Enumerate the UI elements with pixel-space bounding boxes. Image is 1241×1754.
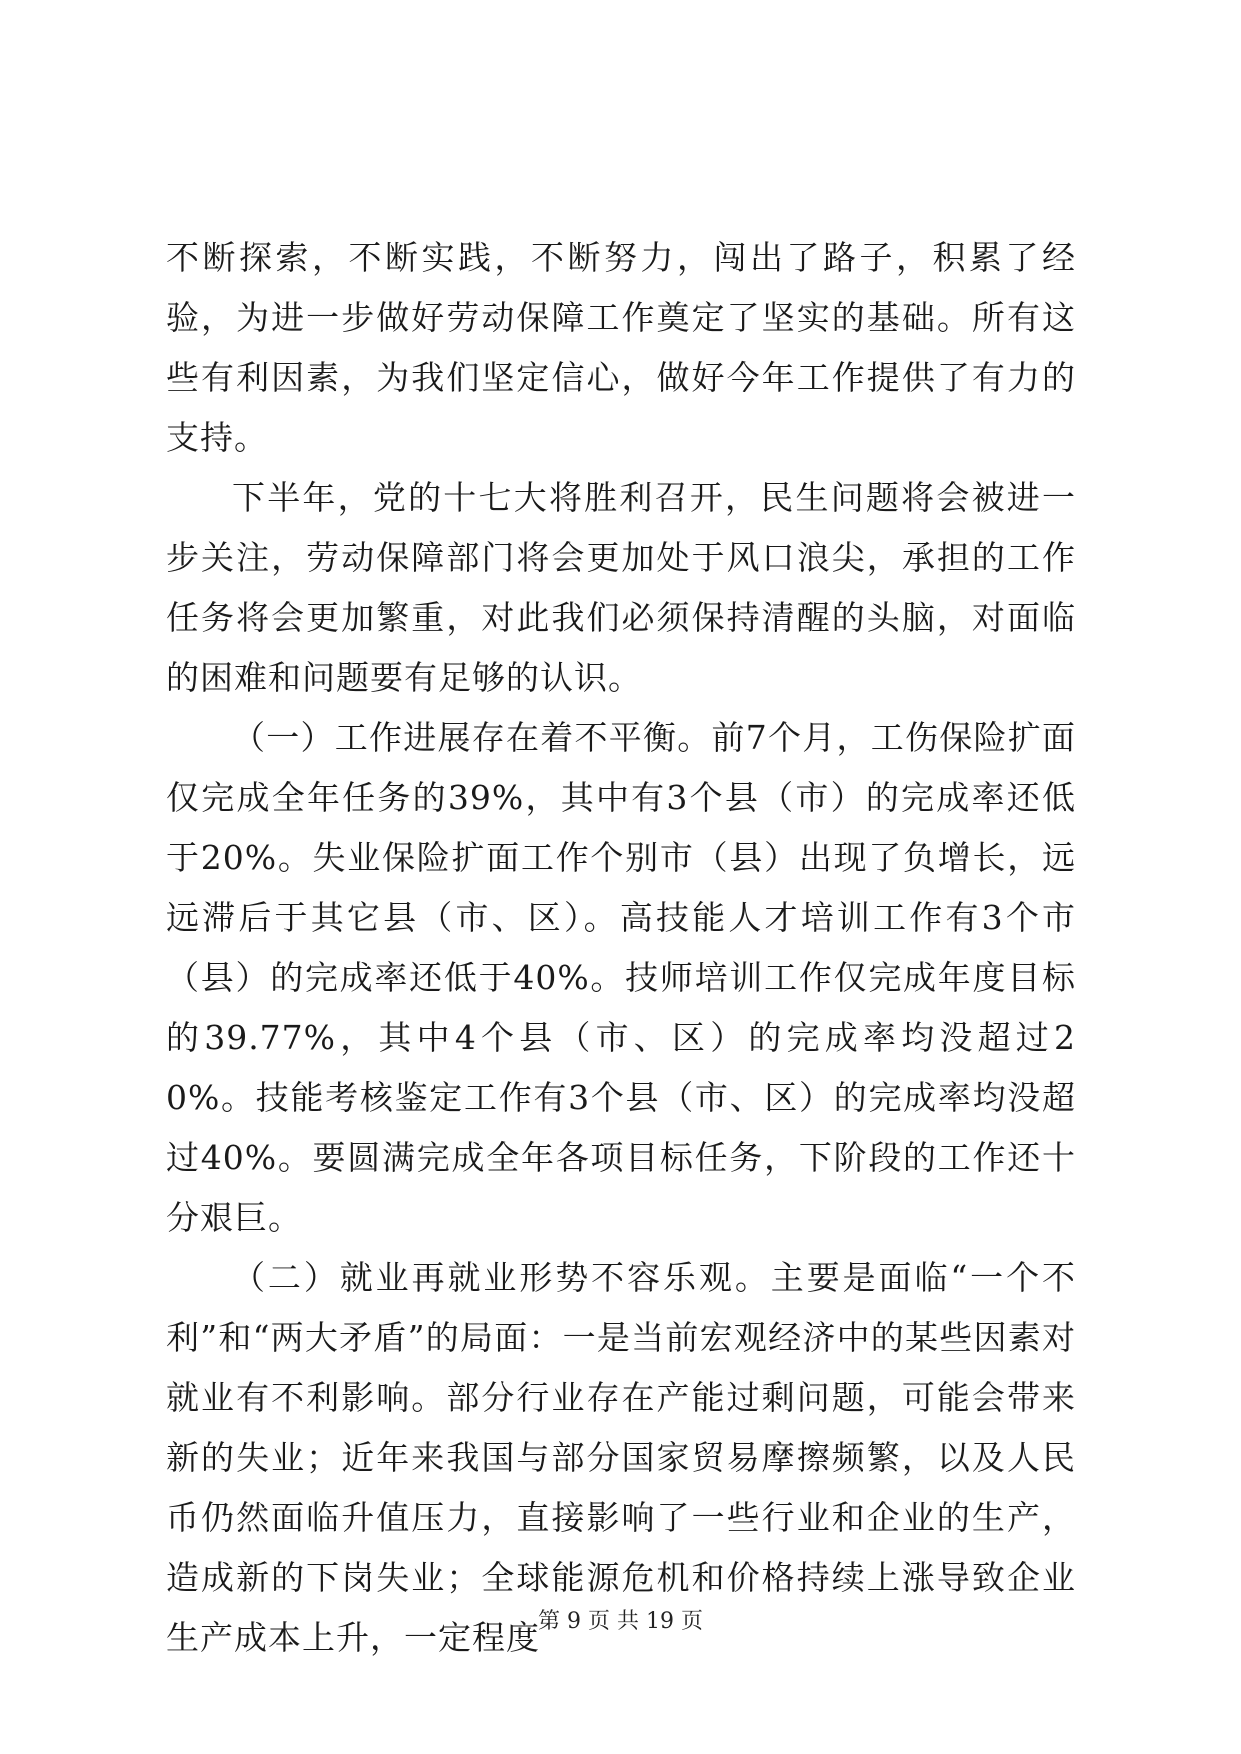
paragraph-4: （二）就业再就业形势不容乐观。主要是面临“一个不利”和“两大矛盾”的局面：一是当前宏观经济中的某些因素对就业有不利影响。部分行业存在产能过剩问题，可能会带来新的失业；近年来我国与部分国家贸易摩擦频繁，以及人民币仍然面临升值压力，直接影响了一些行业和企业的生产，造成新的下岗失业；全球能源危机和价格持续上涨导致企业生产成本上升，一定程度: [166, 1258, 1076, 1657]
paragraph-3: （一）工作进展存在着不平衡。前7个月，工伤保险扩面仅完成全年任务的39%，其中有3个县（市）的完成率还低于20%。失业保险扩面工作个别市（县）出现了负增长，远远滞后于其它县（市、区）。高技能人才培训工作有3个市（县）的完成率还低于40%。技师培训工作仅完成年度目标的39.77%，其中4个县（市、区）的完成率均没超过20%。技能考核鉴定工作有3个县（市、区）的完成率均没超过40%。要圆满完成全年各项目标任务，下阶段的工作还十分艰巨。: [166, 718, 1076, 1237]
page-footer: [0, 1607, 1241, 1637]
page-number-label: 第 9 页 共 19 页: [538, 1609, 703, 1634]
paragraph-1: 不断探索，不断实践，不断努力，闯出了路子，积累了经验，为进一步做好劳动保障工作奠定了坚实的基础。所有这些有利因素，为我们坚定信心，做好今年工作提供了有力的支持。: [166, 238, 1076, 457]
document-body: [166, 228, 1076, 1668]
paragraph-2: 下半年，党的十七大将胜利召开，民生问题将会被进一步关注，劳动保障部门将会更加处于风口浪尖，承担的工作任务将会更加繁重，对此我们必须保持清醒的头脑，对面临的困难和问题要有足够的认识。: [166, 478, 1076, 697]
